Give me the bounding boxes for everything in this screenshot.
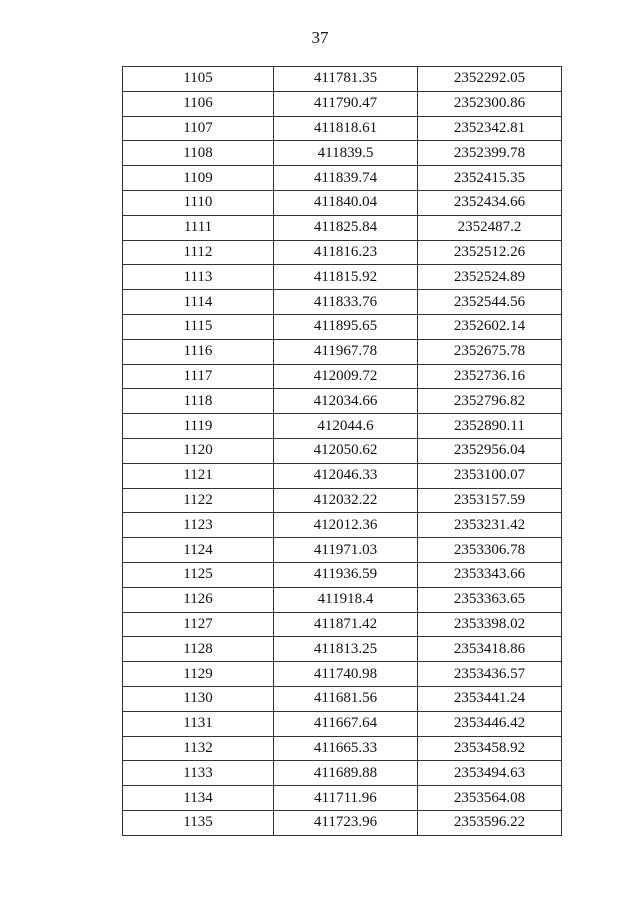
x-coordinate-cell: 412032.22 bbox=[274, 488, 418, 513]
point-number-cell: 1130 bbox=[123, 686, 274, 711]
y-coordinate-cell: 2352956.04 bbox=[418, 438, 562, 463]
table-row bbox=[123, 587, 562, 612]
table-row bbox=[123, 215, 562, 240]
x-coordinate-cell: 411825.84 bbox=[274, 215, 418, 240]
point-number-cell: 1132 bbox=[123, 736, 274, 761]
y-coordinate-cell: 2352415.35 bbox=[418, 166, 562, 191]
y-coordinate-cell: 2352524.89 bbox=[418, 265, 562, 290]
x-coordinate-cell: 411711.96 bbox=[274, 786, 418, 811]
point-number-cell: 1131 bbox=[123, 711, 274, 736]
table-row bbox=[123, 786, 562, 811]
y-coordinate-cell: 2352342.81 bbox=[418, 116, 562, 141]
table-row bbox=[123, 290, 562, 315]
table-row bbox=[123, 463, 562, 488]
point-number-cell: 1123 bbox=[123, 513, 274, 538]
x-coordinate-cell: 411839.74 bbox=[274, 166, 418, 191]
table-row bbox=[123, 91, 562, 116]
y-coordinate-cell: 2352512.26 bbox=[418, 240, 562, 265]
point-number-cell: 1122 bbox=[123, 488, 274, 513]
point-number-cell: 1124 bbox=[123, 538, 274, 563]
x-coordinate-cell: 411871.42 bbox=[274, 612, 418, 637]
x-coordinate-cell: 411781.35 bbox=[274, 67, 418, 92]
x-coordinate-cell: 411818.61 bbox=[274, 116, 418, 141]
y-coordinate-cell: 2352434.66 bbox=[418, 190, 562, 215]
x-coordinate-cell: 411667.64 bbox=[274, 711, 418, 736]
point-number-cell: 1109 bbox=[123, 166, 274, 191]
y-coordinate-cell: 2353436.57 bbox=[418, 662, 562, 687]
table-row bbox=[123, 339, 562, 364]
y-coordinate-cell: 2353494.63 bbox=[418, 761, 562, 786]
y-coordinate-cell: 2353363.65 bbox=[418, 587, 562, 612]
x-coordinate-cell: 411681.56 bbox=[274, 686, 418, 711]
x-coordinate-cell: 412034.66 bbox=[274, 389, 418, 414]
table-row bbox=[123, 488, 562, 513]
x-coordinate-cell: 412050.62 bbox=[274, 438, 418, 463]
point-number-cell: 1128 bbox=[123, 637, 274, 662]
x-coordinate-cell: 412046.33 bbox=[274, 463, 418, 488]
point-number-cell: 1135 bbox=[123, 810, 274, 835]
x-coordinate-cell: 411936.59 bbox=[274, 562, 418, 587]
x-coordinate-cell: 411840.04 bbox=[274, 190, 418, 215]
table-row bbox=[123, 116, 562, 141]
x-coordinate-cell: 411839.5 bbox=[274, 141, 418, 166]
table-row bbox=[123, 612, 562, 637]
table-row bbox=[123, 389, 562, 414]
point-number-cell: 1120 bbox=[123, 438, 274, 463]
y-coordinate-cell: 2353157.59 bbox=[418, 488, 562, 513]
y-coordinate-cell: 2352544.56 bbox=[418, 290, 562, 315]
x-coordinate-cell: 412044.6 bbox=[274, 414, 418, 439]
point-number-cell: 1125 bbox=[123, 562, 274, 587]
y-coordinate-cell: 2353100.07 bbox=[418, 463, 562, 488]
table-row bbox=[123, 314, 562, 339]
x-coordinate-cell: 411816.23 bbox=[274, 240, 418, 265]
point-number-cell: 1108 bbox=[123, 141, 274, 166]
x-coordinate-cell: 411723.96 bbox=[274, 810, 418, 835]
table-row bbox=[123, 686, 562, 711]
table-row bbox=[123, 414, 562, 439]
point-number-cell: 1110 bbox=[123, 190, 274, 215]
point-number-cell: 1133 bbox=[123, 761, 274, 786]
x-coordinate-cell: 411918.4 bbox=[274, 587, 418, 612]
table-row bbox=[123, 538, 562, 563]
table-row bbox=[123, 190, 562, 215]
x-coordinate-cell: 411813.25 bbox=[274, 637, 418, 662]
y-coordinate-cell: 2353441.24 bbox=[418, 686, 562, 711]
y-coordinate-cell: 2352399.78 bbox=[418, 141, 562, 166]
point-number-cell: 1121 bbox=[123, 463, 274, 488]
point-number-cell: 1127 bbox=[123, 612, 274, 637]
table-row bbox=[123, 67, 562, 92]
x-coordinate-cell: 411971.03 bbox=[274, 538, 418, 563]
table-row bbox=[123, 736, 562, 761]
y-coordinate-cell: 2352736.16 bbox=[418, 364, 562, 389]
point-number-cell: 1116 bbox=[123, 339, 274, 364]
y-coordinate-cell: 2353458.92 bbox=[418, 736, 562, 761]
x-coordinate-cell: 411833.76 bbox=[274, 290, 418, 315]
point-number-cell: 1115 bbox=[123, 314, 274, 339]
page-number: 37 bbox=[311, 28, 329, 47]
y-coordinate-cell: 2352675.78 bbox=[418, 339, 562, 364]
y-coordinate-cell: 2353398.02 bbox=[418, 612, 562, 637]
coordinates-table bbox=[122, 66, 562, 836]
x-coordinate-cell: 411895.65 bbox=[274, 314, 418, 339]
table-row bbox=[123, 240, 562, 265]
point-number-cell: 1107 bbox=[123, 116, 274, 141]
y-coordinate-cell: 2352300.86 bbox=[418, 91, 562, 116]
table-row bbox=[123, 562, 562, 587]
point-number-cell: 1112 bbox=[123, 240, 274, 265]
point-number-cell: 1114 bbox=[123, 290, 274, 315]
point-number-cell: 1106 bbox=[123, 91, 274, 116]
y-coordinate-cell: 2352890.11 bbox=[418, 414, 562, 439]
point-number-cell: 1134 bbox=[123, 786, 274, 811]
x-coordinate-cell: 412009.72 bbox=[274, 364, 418, 389]
y-coordinate-cell: 2353306.78 bbox=[418, 538, 562, 563]
table-row bbox=[123, 711, 562, 736]
table-row bbox=[123, 166, 562, 191]
point-number-cell: 1119 bbox=[123, 414, 274, 439]
y-coordinate-cell: 2352487.2 bbox=[418, 215, 562, 240]
x-coordinate-cell: 411790.47 bbox=[274, 91, 418, 116]
table-row bbox=[123, 265, 562, 290]
point-number-cell: 1129 bbox=[123, 662, 274, 687]
x-coordinate-cell: 411967.78 bbox=[274, 339, 418, 364]
table-row bbox=[123, 438, 562, 463]
x-coordinate-cell: 411689.88 bbox=[274, 761, 418, 786]
point-number-cell: 1118 bbox=[123, 389, 274, 414]
table-row bbox=[123, 141, 562, 166]
point-number-cell: 1117 bbox=[123, 364, 274, 389]
coordinates-table-body bbox=[123, 67, 562, 836]
point-number-cell: 1126 bbox=[123, 587, 274, 612]
y-coordinate-cell: 2353564.08 bbox=[418, 786, 562, 811]
y-coordinate-cell: 2353418.86 bbox=[418, 637, 562, 662]
x-coordinate-cell: 411665.33 bbox=[274, 736, 418, 761]
x-coordinate-cell: 412012.36 bbox=[274, 513, 418, 538]
y-coordinate-cell: 2352602.14 bbox=[418, 314, 562, 339]
y-coordinate-cell: 2353343.66 bbox=[418, 562, 562, 587]
y-coordinate-cell: 2352292.05 bbox=[418, 67, 562, 92]
table-row bbox=[123, 637, 562, 662]
x-coordinate-cell: 411740.98 bbox=[274, 662, 418, 687]
y-coordinate-cell: 2353231.42 bbox=[418, 513, 562, 538]
point-number-cell: 1105 bbox=[123, 67, 274, 92]
point-number-cell: 1111 bbox=[123, 215, 274, 240]
table-row bbox=[123, 810, 562, 835]
table-row bbox=[123, 761, 562, 786]
table-row bbox=[123, 513, 562, 538]
table-row bbox=[123, 662, 562, 687]
table-row bbox=[123, 364, 562, 389]
y-coordinate-cell: 2353596.22 bbox=[418, 810, 562, 835]
y-coordinate-cell: 2353446.42 bbox=[418, 711, 562, 736]
x-coordinate-cell: 411815.92 bbox=[274, 265, 418, 290]
point-number-cell: 1113 bbox=[123, 265, 274, 290]
y-coordinate-cell: 2352796.82 bbox=[418, 389, 562, 414]
